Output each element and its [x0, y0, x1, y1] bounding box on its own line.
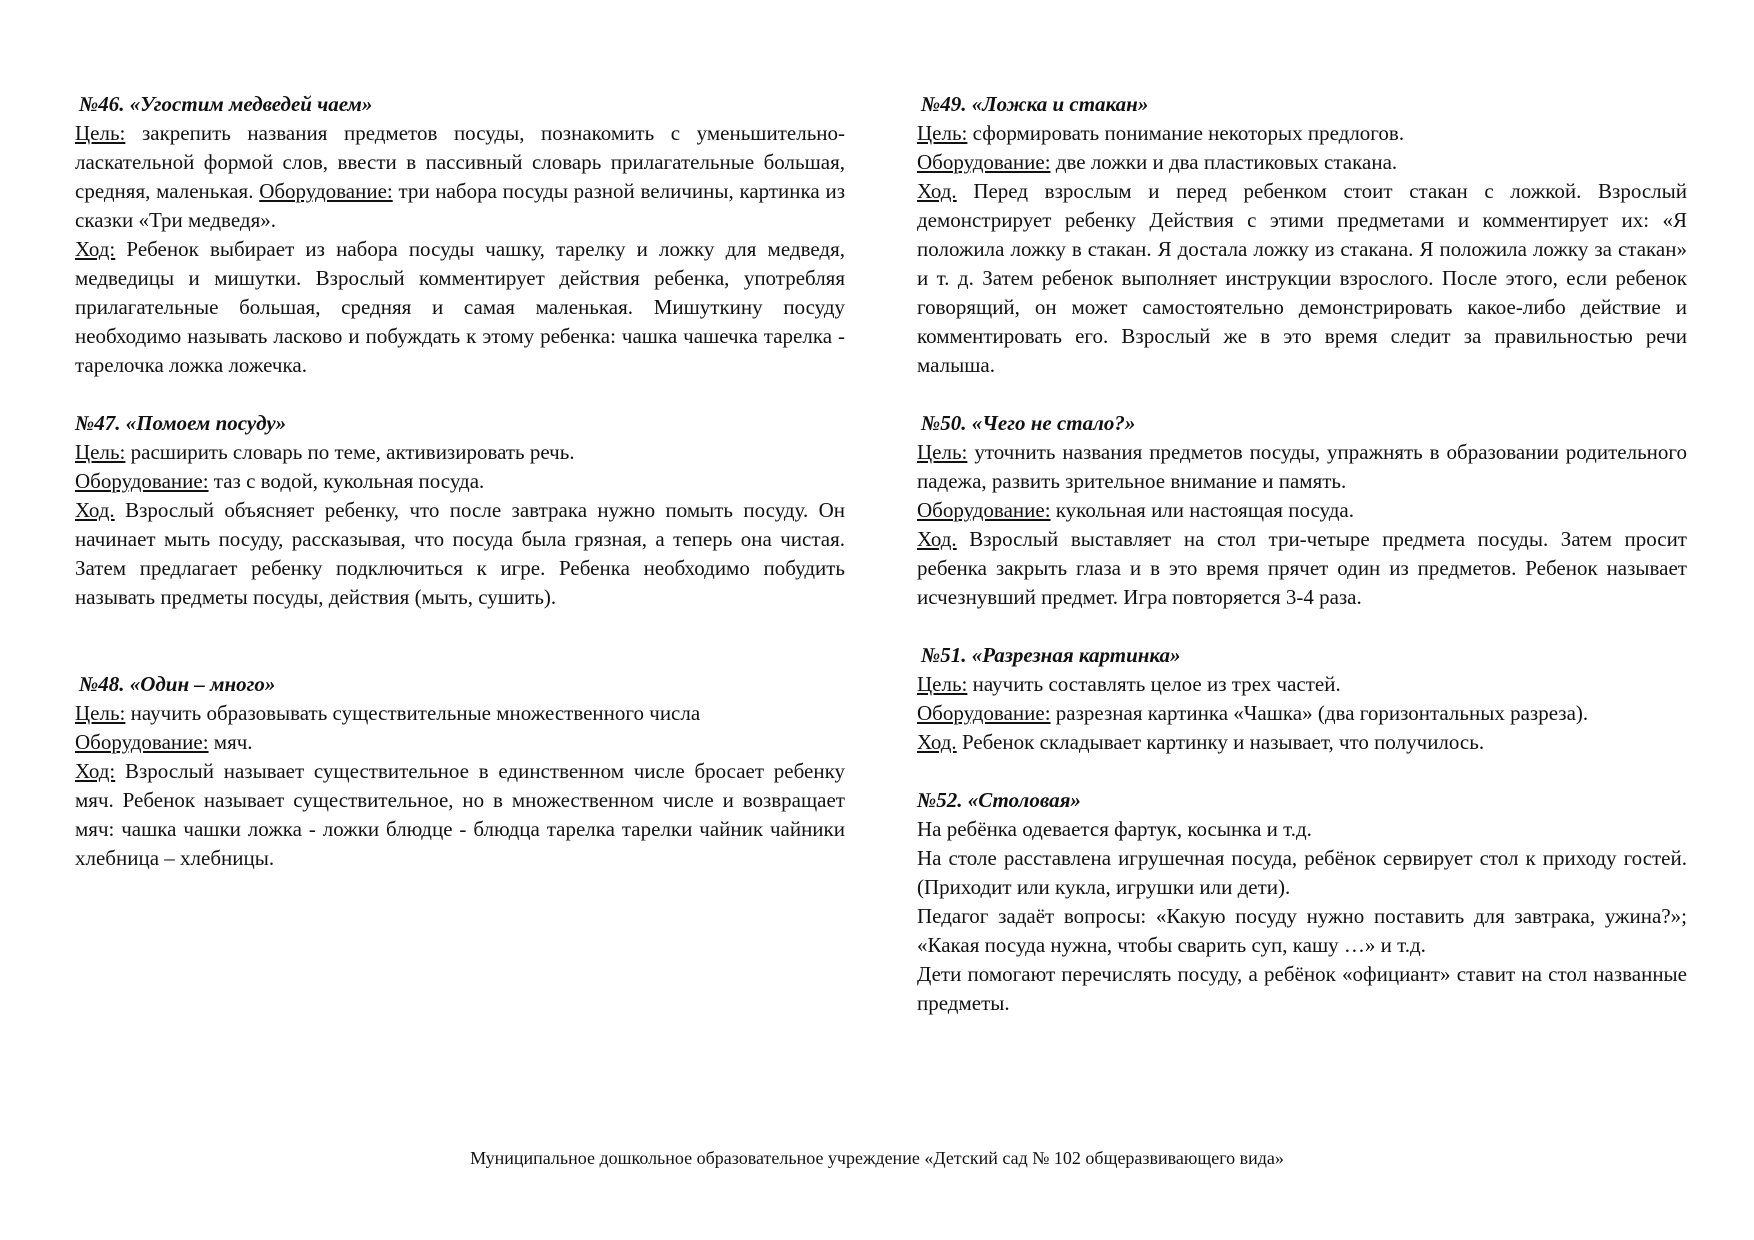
- equipment-text: кукольная или настоящая посуда.: [1050, 498, 1354, 522]
- game-goal: [75, 699, 845, 728]
- process-text: Взрослый объясняет ребенку, что после завтрака нужно помыть посуду. Он начинает мыть посуду, рассказывая, что посуда была грязная, а теперь она чистая. Затем предлагает ребенку подключиться к игре. Ребенка необходимо побудить называть предметы посуды, действия (мыть, сушить).: [75, 498, 845, 609]
- equipment-text: разрезная картинка «Чашка» (два горизонтальных разреза).: [1050, 701, 1589, 725]
- game-equipment: [917, 148, 1687, 177]
- process-label: Ход.: [917, 527, 957, 551]
- goal-label: Цель:: [917, 440, 968, 464]
- game-line: На ребёнка одевается фартук, косынка и т.д.: [917, 817, 1312, 841]
- game-title: №52. «Столовая»: [917, 788, 1081, 812]
- game-goal: [917, 670, 1687, 699]
- game-title: №49. «Ложка и стакан»: [921, 92, 1149, 116]
- goal-label: Цель:: [917, 672, 968, 696]
- game-52: [917, 786, 1687, 1018]
- game-process: [75, 757, 845, 873]
- game-49: [917, 90, 1687, 380]
- equipment-label: Оборудование:: [75, 469, 209, 493]
- process-text: Ребенок выбирает из набора посуды чашку, тарелку и ложку для медведя, медведицы и мишутки. Взрослый комментирует действия ребенка, употребляя прилагательные большая, средняя и самая маленькая. Мишуткину посуду необходимо называть ласково и побуждать к этому ребенка: чашка чашечка тарелка - тарелочка ложка ложечка.: [75, 237, 845, 377]
- game-process: [917, 525, 1687, 612]
- process-text: Перед взрослым и перед ребенком стоит стакан с ложкой. Взрослый демонстрирует ребенку Действия с этими предметами и комментирует их: «Я положила ложку в стакан. Я достала ложку из стакана. Я положила ложку за стакан» и т. д. Затем ребенок выполняет инструкции взрослого. После этого, если ребенок говорящий, он может самостоятельно демонстрировать какое-либо действие и комментировать его. Взрослый же в это время следит за правильностью речи малыша.: [917, 179, 1687, 377]
- equipment-label: Оборудование:: [917, 150, 1051, 174]
- equipment-text: таз с водой, кукольная посуда.: [208, 469, 485, 493]
- game-equipment: [917, 496, 1687, 525]
- game-line: Педагог задаёт вопросы: «Какую посуду нужно поставить для завтрака, ужина?»; «Какая посуда нужна, чтобы сварить суп, кашу …» и т.д.: [917, 904, 1687, 957]
- goal-label: Цель:: [75, 701, 126, 725]
- game-body: [75, 119, 845, 235]
- game-process: [917, 177, 1687, 380]
- game-goal: [917, 438, 1687, 496]
- goal-text: уточнить названия предметов посуды, упражнять в образовании родительного падежа, развить зрительное внимание и память.: [917, 440, 1687, 493]
- equipment-label: Оборудование:: [75, 730, 209, 754]
- process-text: Взрослый выставляет на стол три-четыре предмета посуды. Затем просит ребенка закрыть глаза и в это время прячет один из предметов. Ребенок называет исчезнувший предмет. Игра повторяется 3-4 раза.: [917, 527, 1687, 609]
- left-column: [75, 90, 845, 873]
- goal-text: расширить словарь по теме, активизировать речь.: [125, 440, 575, 464]
- goal-text: научить составлять целое из трех частей.: [967, 672, 1341, 696]
- equipment-text: три набора посуды разной величины, картинка из сказки «Три медведя».: [75, 179, 845, 232]
- game-47: [75, 409, 845, 612]
- game-46: [75, 90, 845, 380]
- game-title: №46. «Угостим медведей чаем»: [79, 92, 373, 116]
- goal-label: Цель:: [75, 121, 126, 145]
- goal-label: Цель:: [917, 121, 968, 145]
- goal-label: Цель:: [75, 440, 126, 464]
- equipment-label: Оборудование:: [917, 701, 1051, 725]
- game-equipment: [917, 699, 1687, 728]
- process-label: Ход.: [917, 179, 957, 203]
- game-process: [75, 496, 845, 612]
- equipment-text: мяч.: [208, 730, 253, 754]
- game-equipment: [75, 728, 845, 757]
- game-line: Дети помогают перечислять посуду, а ребёнок «официант» ставит на стол названные предметы.: [917, 962, 1687, 1015]
- game-51: [917, 641, 1687, 757]
- game-title: №48. «Один – много»: [79, 672, 276, 696]
- right-column: [917, 90, 1687, 1018]
- goal-text: закрепить названия предметов посуды, познакомить с уменьшительно-ласкательной формой слов, ввести в пассивный словарь прилагательные большая, средняя, маленькая.: [75, 121, 845, 203]
- game-title: №50. «Чего не стало?»: [921, 411, 1136, 435]
- equipment-label: Оборудование:: [259, 179, 393, 203]
- goal-text: научить образовывать существительные множественного числа: [125, 701, 701, 725]
- process-label: Ход:: [75, 237, 116, 261]
- process-text: Взрослый называет существительное в единственном числе бросает ребенку мяч. Ребенок называет существительное, но в множественном числе и возвращает мяч: чашка чашки ложка - ложки блюдце - блюдца тарелка тарелки чайник чайники хлебница – хлебницы.: [75, 759, 845, 870]
- process-label: Ход.: [75, 498, 115, 522]
- goal-text: сформировать понимание некоторых предлогов.: [967, 121, 1405, 145]
- game-equipment: [75, 467, 845, 496]
- game-goal: [917, 119, 1687, 148]
- process-text: Ребенок складывает картинку и называет, что получилось.: [956, 730, 1485, 754]
- game-title: №51. «Разрезная картинка»: [921, 643, 1181, 667]
- process-label: Ход.: [917, 730, 957, 754]
- game-process: [917, 728, 1687, 757]
- game-process: [75, 235, 845, 380]
- game-50: [917, 409, 1687, 612]
- equipment-label: Оборудование:: [917, 498, 1051, 522]
- equipment-text: две ложки и два пластиковых стакана.: [1050, 150, 1398, 174]
- game-48: [75, 670, 845, 873]
- process-label: Ход:: [75, 759, 116, 783]
- game-line: На столе расставлена игрушечная посуда, ребёнок сервирует стол к приходу гостей. (Приходит или кукла, игрушки или дети).: [917, 846, 1687, 899]
- page-footer: Муниципальное дошкольное образовательное учреждение «Детский сад № 102 общеразвивающего вида»: [470, 1148, 1284, 1168]
- game-goal: [75, 438, 845, 467]
- game-title: №47. «Помоем посуду»: [75, 411, 287, 435]
